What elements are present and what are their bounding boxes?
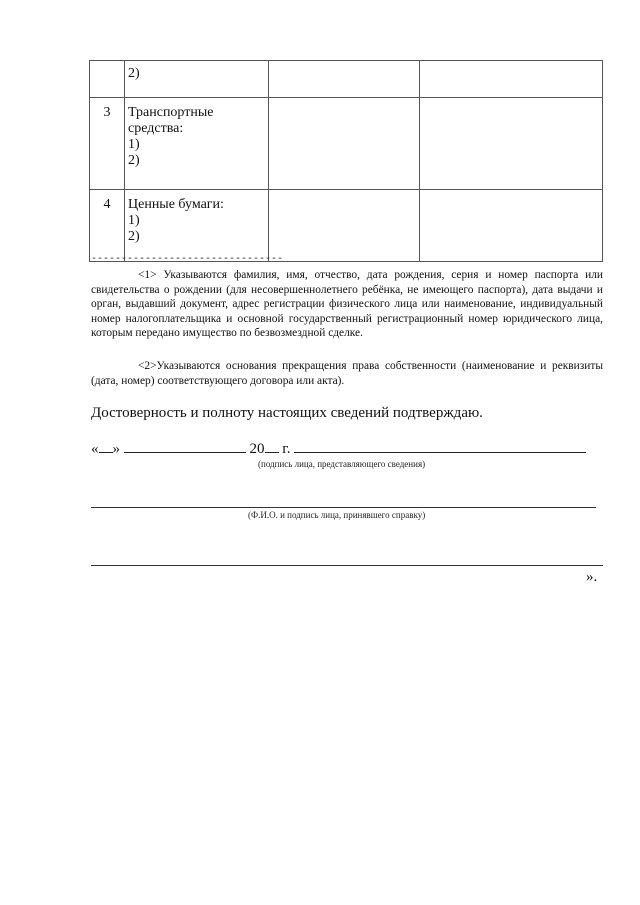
row-name [125,98,269,190]
signature-blank [294,438,586,453]
footnote-divider: -------------------------------- [91,254,284,265]
year-prefix: 20 [249,441,265,457]
table-row [90,190,603,262]
closing-mark: ». [586,569,598,585]
row-name-line: 2) [128,153,140,168]
table-cell [269,190,420,262]
year-blank [265,438,279,453]
table-cell [420,61,603,98]
row-number [90,61,125,98]
year-suffix: г. [282,441,291,457]
table-cell [269,98,420,190]
assets-table [89,60,603,262]
confirmation-statement: Достоверность и полноту настоящих сведений подтверждаю. [91,405,483,421]
row-name-line: 2) [128,66,140,81]
open-quote: « [91,441,99,457]
table-cell [420,190,603,262]
row-number: 3 [90,98,125,190]
table-cell [420,98,603,190]
footnote-2 [91,359,603,388]
table-row [90,61,603,98]
table-row [90,98,603,190]
footnote-2-text: <2>Указываются основания прекращения права собственности (наименование и реквизиты (дата, номер) соответствующего договора или акта). [91,360,603,387]
signature-caption: (подпись лица, представляющего сведения) [258,459,426,469]
row-number: 4 [90,190,125,262]
row-name-line: 2) [128,229,140,244]
close-quote: » [112,441,120,457]
row-name [125,190,269,262]
footnote-1-text: <1> Указываются фамилия, имя, отчество, дата рождения, серия и номер паспорта или свидетельства о рождении (для несовершеннолетнего ребёнка, не имеющего паспорта), дата выдачи и орган, выдавший документ, адрес регистрации физического лица или наименование, индивидуальный номер налогоплательщика и основной государственный регистрационный номер юридического лица, которым передано имущество по безвозмездной сделке. [91,269,603,340]
receiver-caption: (Ф.И.О. и подпись лица, принявшего справку) [248,510,426,520]
row-name-line: 1) [128,137,140,152]
day-blank [99,438,113,453]
bottom-rule [91,565,603,566]
date-signature-line [91,438,586,458]
row-name [125,61,269,98]
table-cell [269,61,420,98]
row-name-line: средства: [128,121,184,136]
receiver-signature-line [91,507,596,508]
footnote-1 [91,268,603,341]
month-blank [124,438,246,453]
row-name-line: Ценные бумаги: [128,197,224,212]
row-name-line: 1) [128,213,140,228]
row-name-line: Транспортные [128,105,214,120]
